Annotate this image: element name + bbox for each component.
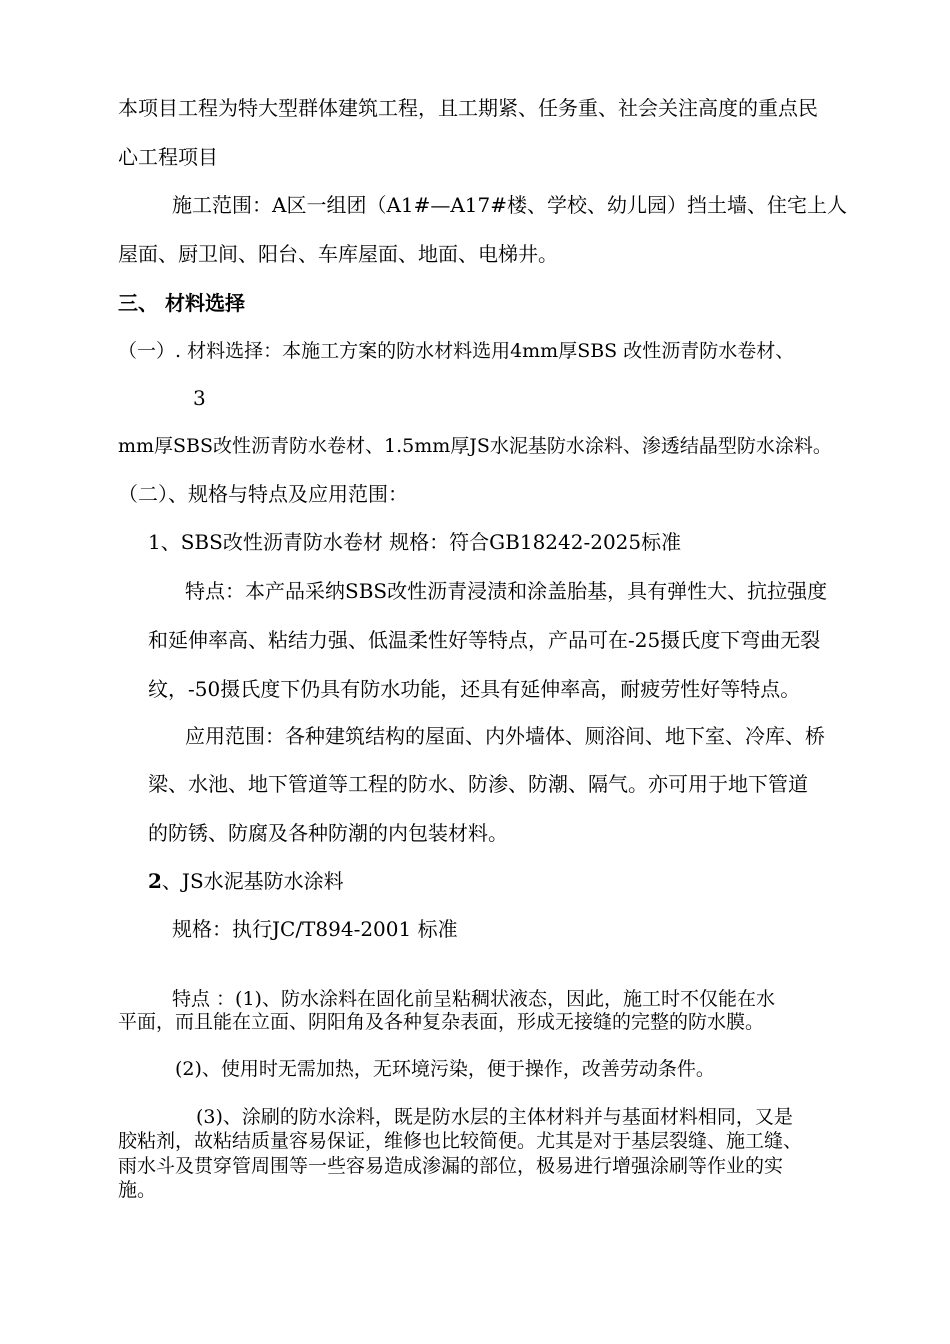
intro-line-2: 心工程项目: [118, 145, 218, 169]
sub1-line-2: 3: [193, 386, 206, 410]
item2-number: 2: [148, 869, 162, 893]
item2-feature2: (2)、使用时无需加热，无环境污染，便于操作，改善劳动条件。: [175, 1058, 715, 1080]
item1-feature-line-2: 和延伸率高、粘结力强、低温柔性好等特点，产品可在-25摄氏度下弯曲无裂: [148, 628, 821, 652]
item2-title-text: 、JS水泥基防水涂料: [161, 869, 344, 893]
item1-title: 1、SBS改性沥青防水卷材 规格：符合GB18242-2025标准: [148, 530, 682, 554]
item2-feature3-line-2: 胶粘剂，故粘结质量容易保证，维修也比较简便。尤其是对于基层裂缝、施工缝、: [118, 1130, 803, 1152]
item1-application-line-1: 应用范围：各种建筑结构的屋面、内外墙体、厕浴间、地下室、冷库、桥: [185, 724, 825, 748]
sub1-line-3: mm厚SBS改性沥青防水卷材、1.5mm厚JS水泥基防水涂料、渗透结晶型防水涂料。: [118, 435, 832, 457]
item2-feature1-line-2: 平面，而且能在立面、阴阳角及各种复杂表面，形成无接缝的完整的防水膜。: [118, 1011, 765, 1033]
item2-feature3-line-1: (3)、涂刷的防水涂料，既是防水层的主体材料并与基面材料相同，又是: [196, 1106, 793, 1128]
item1-feature-line-1: 特点：本产品采纳SBS改性沥青浸渍和涂盖胎基，具有弹性大、抗拉强度: [185, 579, 828, 603]
sub1-line-1: （一）. 材料选择：本施工方案的防水材料选用4mm厚SBS 改性沥青防水卷材、: [118, 340, 795, 362]
intro-line-1: 本项目工程为特大型群体建筑工程，且工期紧、任务重、社会关注高度的重点民: [118, 96, 818, 120]
scope-line-1: 施工范围：A区一组团（A1#—A17#楼、学校、幼儿园）挡土墙、住宅上人: [172, 193, 848, 217]
scope-line-2: 屋面、厨卫间、阳台、车库屋面、地面、电梯井。: [118, 242, 558, 266]
item1-feature-line-3: 纹，-50摄氏度下仍具有防水功能，还具有延伸率高，耐疲劳性好等特点。: [148, 677, 801, 701]
item1-application-line-3: 的防锈、防腐及各种防潮的内包装材料。: [148, 821, 508, 845]
item2-title: [148, 869, 344, 893]
item2-spec: 规格：执行JC/T894-2001 标准: [172, 917, 458, 941]
item2-feature3-line-3: 雨水斗及贯穿管周围等一些容易造成渗漏的部位，极易进行增强涂刷等作业的实: [118, 1155, 784, 1177]
item2-feature1-line-1: 特点 ：(1)、防水涂料在固化前呈粘稠状液态，因此，施工时不仅能在水: [172, 988, 775, 1010]
item2-feature3-line-4: 施。: [118, 1179, 157, 1201]
sub2-heading: （二）、规格与特点及应用范围：: [118, 482, 408, 506]
section-3-heading: 三、 材料选择: [118, 291, 245, 315]
item1-application-line-2: 梁、水池、地下管道等工程的防水、防渗、防潮、隔气。亦可用于地下管道: [148, 772, 808, 796]
